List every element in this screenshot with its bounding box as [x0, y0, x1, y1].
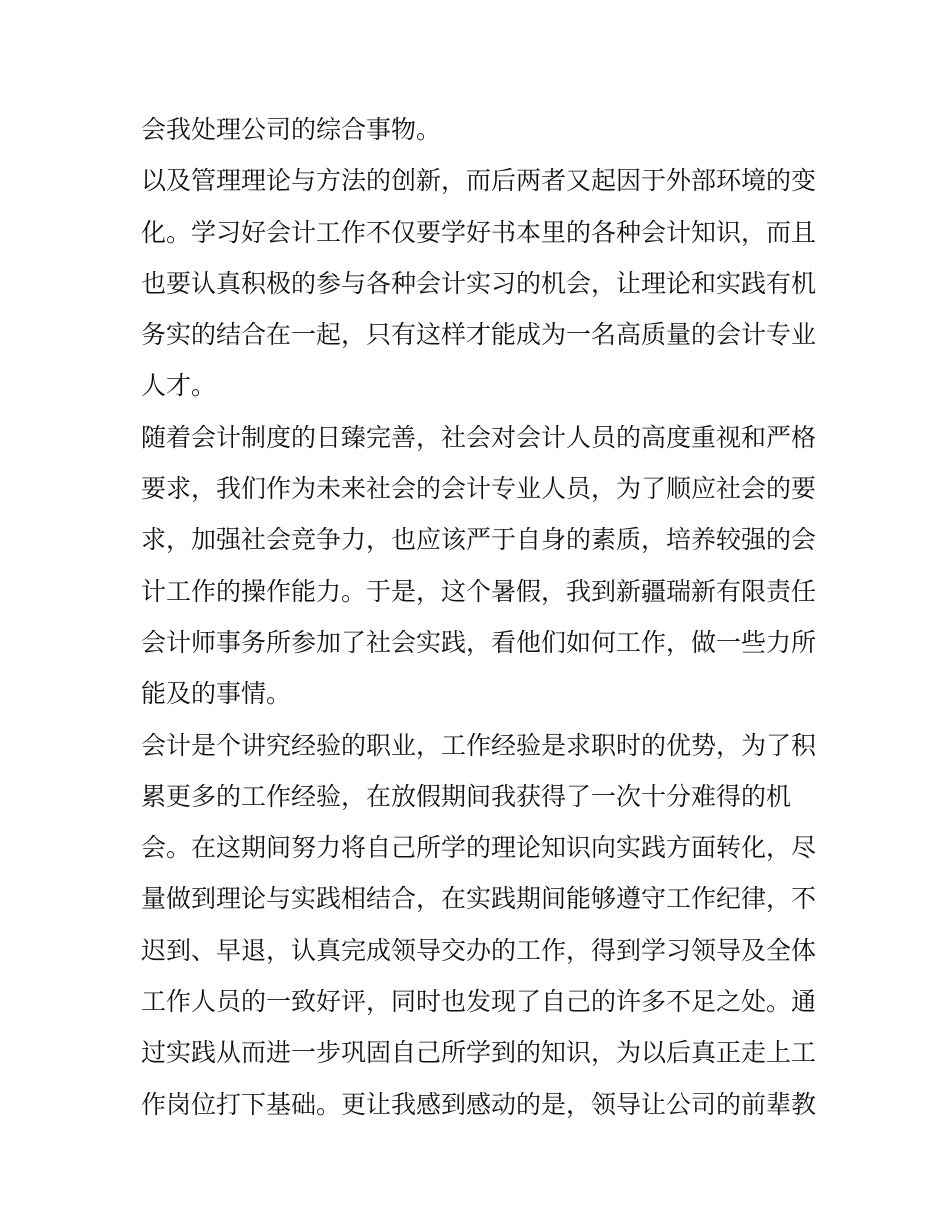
text-line: 迟到、早退，认真完成领导交办的工作，得到学习领导及全体 — [141, 935, 817, 965]
text-line: 也要认真积极的参与各种会计实习的机会，让理论和实践有机 — [141, 268, 817, 298]
body-text — [141, 104, 821, 1130]
text-line: 求，加强社会竞争力，也应该严于自身的素质，培养较强的会 — [141, 525, 817, 555]
text-line: 计工作的操作能力。于是，这个暑假，我到新疆瑞新有限责任 — [141, 576, 817, 606]
text-line: 会我处理公司的综合事物。 — [141, 115, 442, 144]
text-line: 要求，我们作为未来社会的会计专业人员，为了顺应社会的要 — [141, 474, 817, 504]
text-line: 量做到理论与实践相结合，在实践期间能够遵守工作纪律，不 — [141, 884, 817, 914]
text-line: 会计是个讲究经验的职业，工作经验是求职时的优势，为了积 — [141, 730, 817, 760]
text-line: 随着会计制度的日臻完善，社会对会计人员的高度重视和严格 — [141, 422, 817, 452]
text-line: 务实的结合在一起，只有这样才能成为一名高质量的会计专业 — [141, 320, 817, 350]
text-line: 以及管理理论与方法的创新，而后两者又起因于外部环境的变 — [141, 166, 817, 196]
text-line: 化。学习好会计工作不仅要学好书本里的各种会计知识，而且 — [141, 217, 817, 247]
text-line: 能及的事情。 — [141, 679, 292, 709]
text-line: 会计师事务所参加了社会实践，看他们如何工作，做一些力所 — [141, 627, 817, 657]
text-line: 会。在这期间努力将自己所学的理论知识向实践方面转化，尽 — [141, 833, 817, 863]
text-line: 累更多的工作经验，在放假期间我获得了一次十分难得的机 — [141, 781, 792, 811]
text-line: 工作人员的一致好评，同时也发现了自己的许多不足之处。通 — [141, 987, 817, 1017]
text-line: 作岗位打下基础。更让我感到感动的是，领导让公司的前辈教 — [141, 1089, 817, 1119]
text-line: 过实践从而进一步巩固自己所学到的知识，为以后真正走上工 — [141, 1038, 817, 1068]
text-line: 人才。 — [141, 371, 217, 401]
